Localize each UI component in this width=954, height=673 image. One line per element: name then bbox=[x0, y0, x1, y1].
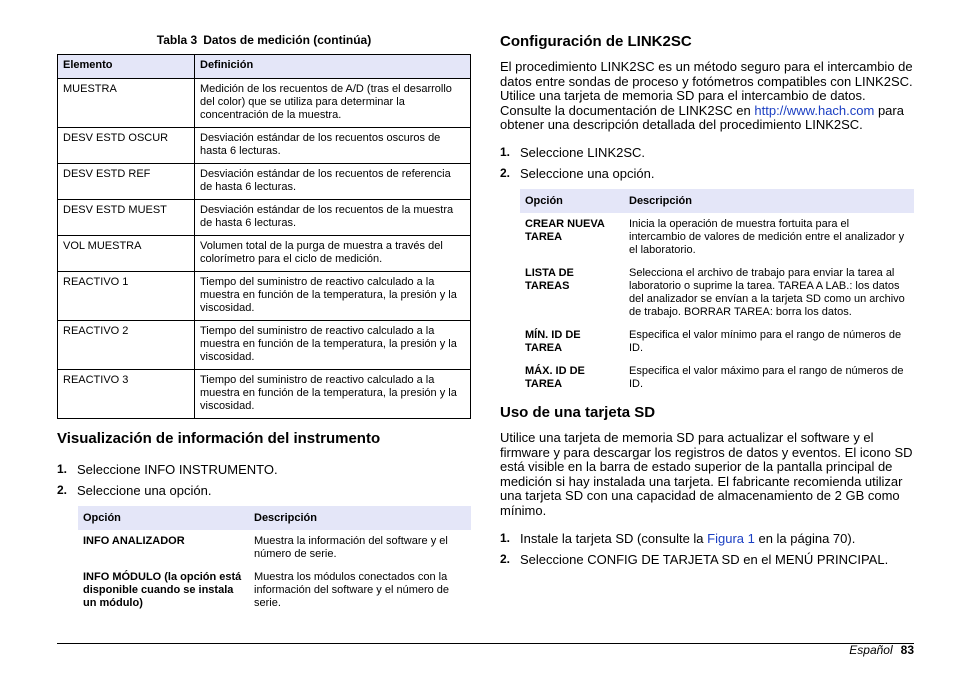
step-number: 2. bbox=[500, 166, 511, 180]
footer-rule bbox=[57, 643, 914, 644]
table-cell-element: VOL MUESTRA bbox=[58, 236, 195, 272]
link2sc-paragraph bbox=[500, 60, 914, 133]
table-row bbox=[58, 79, 471, 128]
step-item bbox=[500, 531, 888, 552]
table-cell-element: DESV ESTD REF bbox=[58, 164, 195, 200]
step-text: Seleccione INFO INSTRUMENTO. bbox=[77, 462, 278, 477]
tarjeta-sd-paragraph: Utilice una tarjeta de memoria SD para actualizar el software y el firmware y para descargar los registros de datos y eventos. El icono SD está visible en la barra de estado superior de la pantalla principal de medición si hay instalada una tarjeta. El fabricante recomienda utilizar una tarjeta SD con una capacidad de almacenamiento de 2 GB como mínimo. bbox=[500, 430, 913, 518]
table-header-row bbox=[58, 55, 471, 79]
table-cell-element: DESV ESTD OSCUR bbox=[58, 128, 195, 164]
table-row bbox=[520, 213, 914, 262]
footer-language: Español bbox=[849, 643, 893, 657]
option-name: CREAR NUEVA TAREA bbox=[525, 218, 605, 243]
table-row bbox=[58, 128, 471, 164]
step-item bbox=[57, 462, 278, 483]
table-row bbox=[58, 272, 471, 321]
link2sc-text-after: para obtener una descripción detallada del procedimiento LINK2SC. bbox=[500, 102, 904, 132]
option-description: Muestra los módulos conectados con la información del software y el número de serie. bbox=[254, 571, 450, 609]
step-item bbox=[500, 552, 888, 573]
step-number: 2. bbox=[500, 552, 511, 566]
option-name: LISTA DE TAREAS bbox=[525, 267, 574, 292]
column-header-descripcion: Descripción bbox=[624, 189, 914, 213]
table-cell-definition: Medición de los recuentos de A/D (tras el desarrollo del color) que se utiliza para determinar la concentración de la muestra. bbox=[195, 79, 471, 128]
option-name: INFO MÓDULO (la opción está disponible cuando se instala un módulo) bbox=[83, 571, 242, 609]
step-text: Seleccione LINK2SC. bbox=[520, 145, 646, 160]
step-text: Seleccione una opción. bbox=[77, 483, 212, 498]
step-number: 2. bbox=[57, 483, 68, 497]
table-cell-element: REACTIVO 1 bbox=[58, 272, 195, 321]
option-description: Selecciona el archivo de trabajo para enviar la tarea al laboratorio o suprime la tarea. TAREA A LAB.: los datos del analizador se envían a la tarjeta SD como un archivo de trabajo. BORRAR TAREA: borra los datos. bbox=[629, 267, 905, 318]
table-row bbox=[58, 164, 471, 200]
column-header-opcion: Opción bbox=[78, 506, 249, 530]
table-header-row bbox=[520, 189, 914, 213]
table-row bbox=[78, 530, 471, 566]
section-heading-visualizacion: Visualización de información del instrumento bbox=[57, 430, 381, 447]
step-item bbox=[57, 483, 278, 504]
table-caption-prefix: Tabla 3 bbox=[156, 33, 198, 47]
link2sc-text-before: El procedimiento LINK2SC es un método seguro para el intercambio de datos entre sondas de proceso y fotómetros compatibles con LINK2SC. Utilice una tarjeta de memoria SD para el intercambio de datos. Consulte la documentación de LINK2SC en bbox=[500, 59, 913, 118]
table-row bbox=[58, 236, 471, 272]
step-text: Seleccione una opción. bbox=[520, 166, 655, 181]
table-cell-definition: Desviación estándar de los recuentos de la muestra de hasta 6 lecturas. bbox=[195, 200, 471, 236]
table-cell-element: DESV ESTD MUEST bbox=[58, 200, 195, 236]
step-number: 1. bbox=[500, 145, 511, 159]
option-description: Especifica el valor máximo para el rango de números de ID. bbox=[629, 365, 904, 390]
table-caption bbox=[57, 33, 471, 47]
column-header-definicion: Definición bbox=[195, 55, 471, 79]
option-description: Muestra la información del software y el número de serie. bbox=[254, 535, 448, 560]
table-row bbox=[58, 200, 471, 236]
table-caption-title: Datos de medición (continúa) bbox=[203, 33, 372, 47]
column-header-elemento: Elemento bbox=[58, 55, 195, 79]
left-column bbox=[57, 0, 471, 419]
instrument-info-options-table bbox=[78, 506, 471, 615]
table-row bbox=[58, 321, 471, 370]
table-row bbox=[520, 324, 914, 360]
table-cell-definition: Tiempo del suministro de reactivo calculado a la muestra en función de la temperatura, la presión y la viscosidad. bbox=[195, 272, 471, 321]
page-footer bbox=[849, 643, 914, 657]
table-row bbox=[520, 262, 914, 324]
step-item bbox=[500, 166, 654, 187]
table-cell-definition: Volumen total de la purga de muestra a través del colorímetro para el ciclo de medición. bbox=[195, 236, 471, 272]
link2sc-steps bbox=[500, 145, 654, 187]
option-name: INFO ANALIZADOR bbox=[83, 535, 185, 547]
column-header-opcion: Opción bbox=[520, 189, 624, 213]
column-header-descripcion: Descripción bbox=[249, 506, 471, 530]
option-name: MÁX. ID DE TAREA bbox=[525, 365, 585, 390]
table-row bbox=[58, 370, 471, 419]
page-number: 83 bbox=[900, 643, 914, 657]
option-description: Especifica el valor mínimo para el rango de números de ID. bbox=[629, 329, 902, 354]
table-cell-definition: Desviación estándar de los recuentos de referencia de hasta 6 lecturas. bbox=[195, 164, 471, 200]
table-row bbox=[520, 360, 914, 396]
link2sc-options-table bbox=[520, 189, 914, 396]
visualizacion-steps bbox=[57, 462, 278, 504]
step-text: Instale la tarjeta SD (consulte la bbox=[520, 531, 708, 546]
table-cell-definition: Desviación estándar de los recuentos oscuros de hasta 6 lecturas. bbox=[195, 128, 471, 164]
step-item bbox=[500, 145, 654, 166]
section-heading-tarjeta-sd: Uso de una tarjeta SD bbox=[500, 404, 656, 421]
table-row bbox=[78, 566, 471, 615]
step-number: 1. bbox=[500, 531, 511, 545]
step-text: en la página 70). bbox=[754, 531, 856, 546]
option-description: Inicia la operación de muestra fortuita para el intercambio de valores de medición entre el analizador y el laboratorio. bbox=[629, 218, 905, 256]
step-text: Seleccione CONFIG DE TARJETA SD en el MENÚ PRINCIPAL. bbox=[520, 552, 889, 567]
table-header-row bbox=[78, 506, 471, 530]
tarjeta-sd-steps bbox=[500, 531, 888, 573]
table-cell-element: REACTIVO 2 bbox=[58, 321, 195, 370]
hach-website-link[interactable]: http://www.hach.com bbox=[754, 102, 875, 118]
measurement-data-table bbox=[57, 54, 471, 419]
table-cell-definition: Tiempo del suministro de reactivo calculado a la muestra en función de la temperatura, la presión y la viscosidad. bbox=[195, 370, 471, 419]
option-name: MÍN. ID DE TAREA bbox=[525, 329, 581, 354]
figura-1-link[interactable]: Figura 1 bbox=[707, 531, 755, 546]
table-cell-definition: Tiempo del suministro de reactivo calculado a la muestra en función de la temperatura, la presión y la viscosidad. bbox=[195, 321, 471, 370]
section-heading-link2sc: Configuración de LINK2SC bbox=[500, 33, 692, 50]
table-cell-element: REACTIVO 3 bbox=[58, 370, 195, 419]
step-number: 1. bbox=[57, 462, 68, 476]
table-cell-element: MUESTRA bbox=[58, 79, 195, 128]
